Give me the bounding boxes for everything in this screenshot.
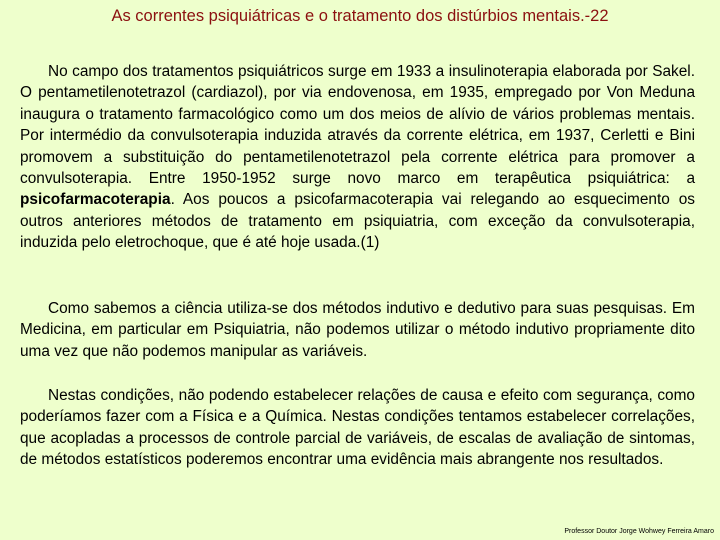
- paragraph-1: [20, 61, 695, 254]
- paragraph-1-emphasis: psicofarmacoterapia: [20, 191, 171, 209]
- paragraph-1-text-end: . Aos poucos a psicofarmacoterapia vai relegando ao esquecimento os outros anteriores métodos de tratamento em psiquiatria, com exceção da convulsoterapia, induzida pelo eletrochoque, que é até hoje usada.(1): [20, 191, 695, 252]
- author-footer: Professor Doutor Jorge Wohwey Ferreira Amaro: [564, 528, 714, 535]
- paragraph-1-text-start: No campo dos tratamentos psiquiátricos surge em 1933 a insulinoterapia elaborada por Sakel. O pentametilenotetrazol (cardiazol), por via endovenosa, em 1935, empregado por Von Meduna inaugura o tratamento farmacológico como um dos meios de alívio de vários problemas mentais. Por intermédio da convulsoterapia induzida através da corrente elétrica, em 1937, Cerletti e Bini promovem a substituição do pentametilenotetrazol pela corrente elétrica para promover a convulsoterapia. Entre 1950-1952 surge novo marco em terapêutica psiquiátrica: a: [20, 63, 695, 188]
- paragraph-3: Nestas condições, não podendo estabelecer relações de causa e efeito com segurança, como poderíamos fazer com a Física e a Química. Nestas condições tentamos estabelecer correlações, que acopladas a processos de controle parcial de variáveis, de escalas de avaliação de sintomas, de métodos estatísticos poderemos encontrar uma evidência mais abrangente nos resultados.: [20, 387, 695, 469]
- slide-title: As correntes psiquiátricas e o tratamento dos distúrbios mentais.-22: [111, 7, 609, 25]
- paragraph-2: Como sabemos a ciência utiliza-se dos métodos indutivo e dedutivo para suas pesquisas. Em Medicina, em particular em Psiquiatria, não podemos utilizar o método indutivo propriamente dito uma vez que não podemos manipular as variáveis.: [20, 300, 695, 360]
